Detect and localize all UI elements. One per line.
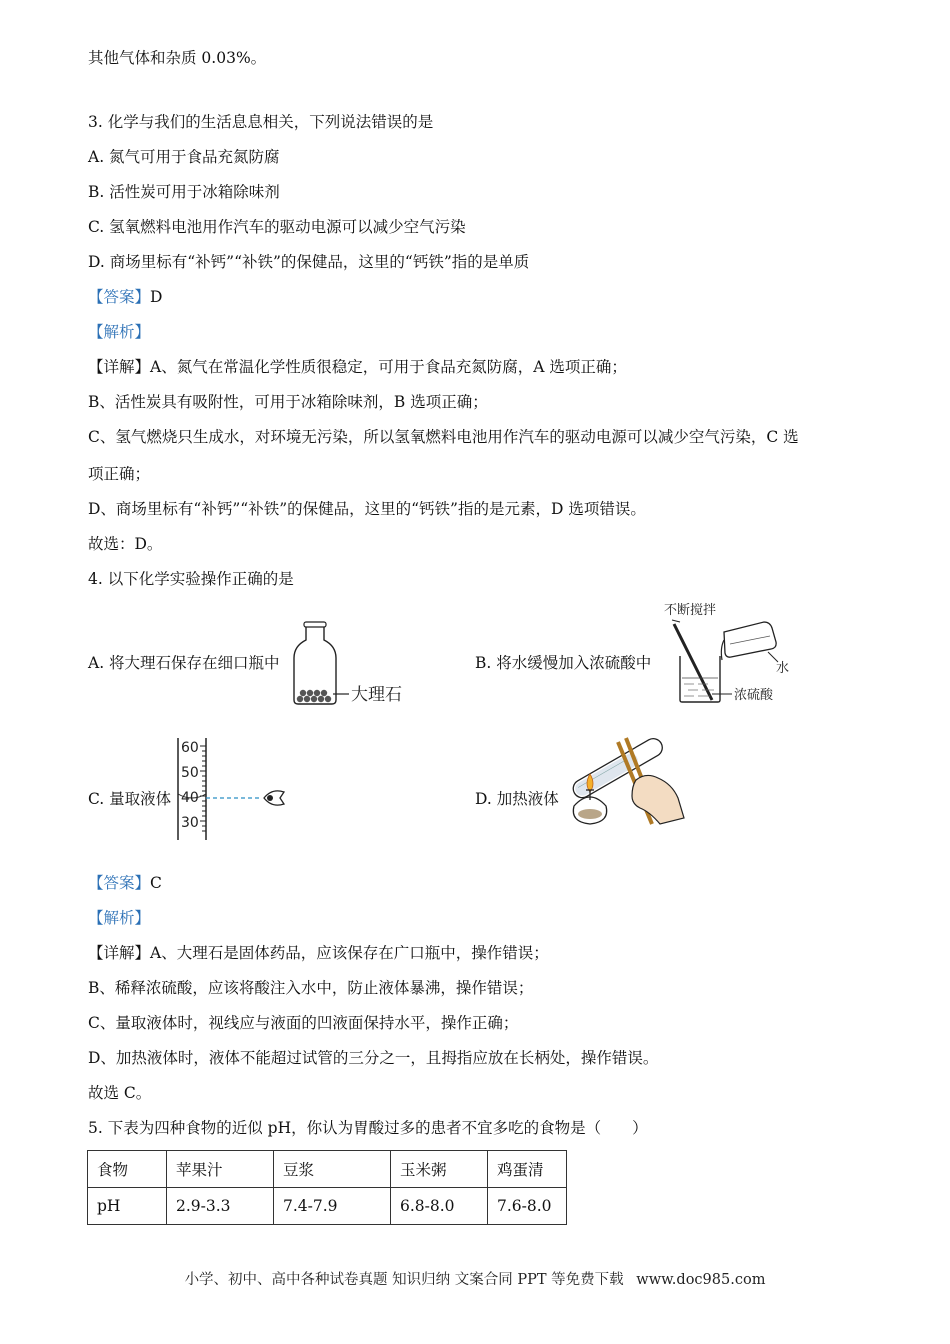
tick-30: 30 xyxy=(181,815,199,831)
answer-tag: 【答案】 xyxy=(88,288,151,306)
q3-analysis-tag: 【解析】 xyxy=(88,323,151,341)
detail-text: A、大理石是固体药品，应该保存在广口瓶中，操作错误； xyxy=(150,944,549,962)
q4-option-b: B. 将水缓慢加入浓硫酸中 xyxy=(475,654,652,672)
q4-option-d: D. 加热液体 xyxy=(475,790,559,808)
dilution-figure xyxy=(660,600,790,710)
table-cell: 食物 xyxy=(88,1151,167,1188)
q3-option-c: C. 氢氧燃料电池用作汽车的驱动电源可以减少空气污染 xyxy=(88,218,466,236)
q4-detail-a xyxy=(88,942,549,964)
table-cell: 苹果汁 xyxy=(167,1151,274,1188)
answer-value: D xyxy=(150,288,163,306)
question-4: 4. 以下化学实验操作正确的是 xyxy=(88,570,294,588)
tick-60: 60 xyxy=(181,740,199,756)
detail-tag: 【详解】 xyxy=(88,358,151,376)
q3-option-a: A. 氮气可用于食品充氮防腐 xyxy=(88,148,280,166)
page-footer xyxy=(0,1268,950,1289)
q4-selection: 故选 C。 xyxy=(88,1084,152,1102)
bottle-figure xyxy=(285,620,415,710)
table-row xyxy=(88,1188,567,1225)
q3-selection: 故选：D。 xyxy=(88,535,163,553)
table-cell: 6.8-8.0 xyxy=(391,1188,488,1225)
hand-icon xyxy=(632,775,684,824)
ph-table xyxy=(87,1150,567,1225)
detail-text: A、氮气在常温化学性质很稳定，可用于食品充氮防腐，A 选项正确； xyxy=(150,358,627,376)
question-5: 5. 下表为四种食物的近似 pH，你认为胃酸过多的患者不宜多吃的食物是（ ） xyxy=(88,1119,648,1137)
acid-label: 浓硫酸 xyxy=(734,688,774,703)
q3-option-b: B. 活性炭可用于冰箱除味剂 xyxy=(88,183,280,201)
stir-label: 不断搅拌 xyxy=(664,603,717,618)
q3-detail-c-cont: 项正确； xyxy=(88,465,151,483)
water-label: 水 xyxy=(776,661,790,676)
q4-detail-b: B、稀释浓硫酸，应该将酸注入水中，防止液体暴沸，操作错误； xyxy=(88,979,534,997)
tick-40: 40 xyxy=(181,790,199,806)
footer-url[interactable]: www.doc985.com xyxy=(636,1272,766,1288)
q4-option-c: C. 量取液体 xyxy=(88,790,172,808)
answer-value: C xyxy=(150,874,162,892)
q3-detail-d: D、商场里标有“补钙”“补铁”的保健品，这里的“钙铁”指的是元素，D 选项错误。 xyxy=(88,500,646,518)
table-cell: 2.9-3.3 xyxy=(167,1188,274,1225)
q4-answer xyxy=(88,872,162,894)
tick-50: 50 xyxy=(181,765,199,781)
table-cell: 7.4-7.9 xyxy=(274,1188,391,1225)
answer-tag: 【答案】 xyxy=(88,874,151,892)
detail-tag: 【详解】 xyxy=(88,944,151,962)
q3-option-d: D. 商场里标有“补钙”“补铁”的保健品，这里的“钙铁”指的是单质 xyxy=(88,253,530,271)
table-cell: pH xyxy=(88,1188,167,1225)
q3-detail-b: B、活性炭具有吸附性，可用于冰箱除味剂，B 选项正确； xyxy=(88,393,488,411)
table-row xyxy=(88,1151,567,1188)
marble-label: 大理石 xyxy=(351,685,402,705)
footer-text: 小学、初中、高中各种试卷真题 知识归纳 文案合同 PPT 等免费下载 xyxy=(184,1272,624,1288)
table-cell: 豆浆 xyxy=(274,1151,391,1188)
cylinder-figure xyxy=(170,736,295,844)
q4-option-a: A. 将大理石保存在细口瓶中 xyxy=(88,654,280,672)
q4-analysis-tag: 【解析】 xyxy=(88,909,151,927)
question-3: 3. 化学与我们的生活息息相关，下列说法错误的是 xyxy=(88,113,434,131)
q4-detail-c: C、量取液体时，视线应与液面的凹液面保持水平，操作正确； xyxy=(88,1014,519,1032)
table-cell: 7.6-8.0 xyxy=(488,1188,567,1225)
q3-detail-a xyxy=(88,356,627,378)
table-cell: 鸡蛋清 xyxy=(488,1151,567,1188)
q4-detail-d: D、加热液体时，液体不能超过试管的三分之一，且拇指应放在长柄处，操作错误。 xyxy=(88,1049,659,1067)
q3-answer xyxy=(88,286,162,308)
line-gas: 其他气体和杂质 0.03%。 xyxy=(88,49,267,67)
table-cell: 玉米粥 xyxy=(391,1151,488,1188)
heating-figure xyxy=(560,728,690,828)
q3-detail-c: C、氢气燃烧只生成水，对环境无污染，所以氢氧燃料电池用作汽车的驱动电源可以减少空气污染，C 选 xyxy=(88,428,799,446)
